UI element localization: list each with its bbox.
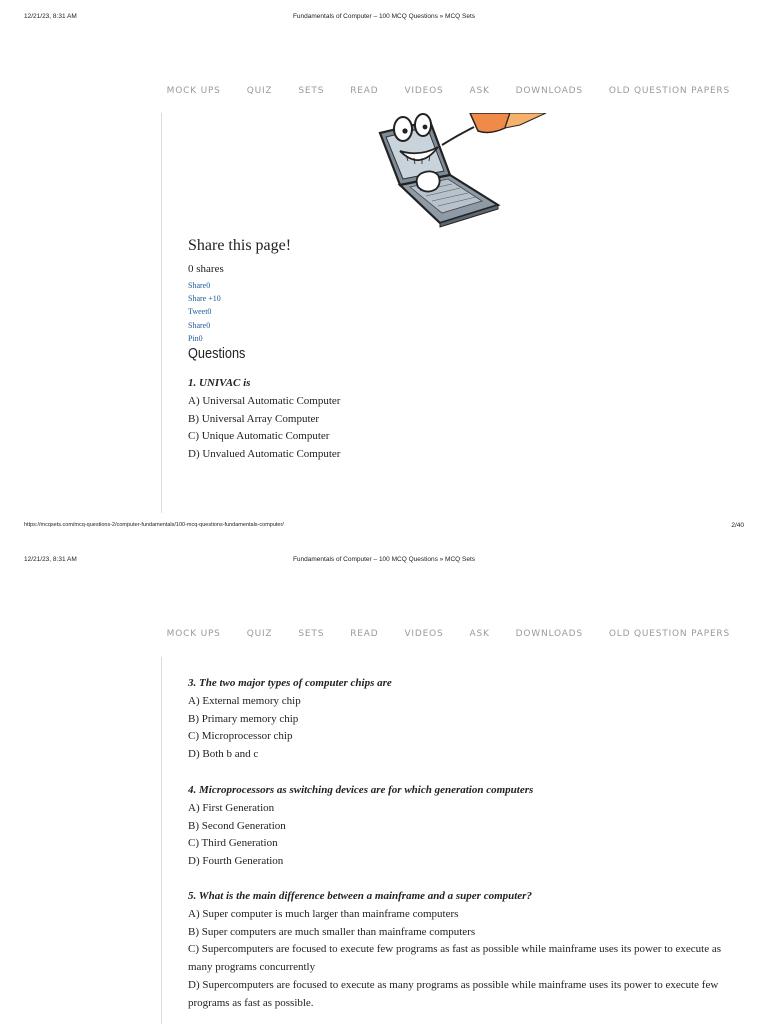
option-b: B) Primary memory chip	[188, 712, 299, 725]
print-page-number: 2/40	[731, 522, 744, 529]
option-d: D) Supercomputers are focused to execute as many programs as possible while mainframe uses its power to execute few programs as fast as possible.	[188, 978, 719, 1009]
nav-item-read[interactable]: READ	[350, 629, 379, 639]
nav-item-old-question-papers[interactable]: OLD QUESTION PAPERS	[608, 629, 730, 639]
option-b: B) Universal Array Computer	[188, 412, 320, 425]
option-b: B) Super computers are much smaller than mainframe computers	[188, 925, 476, 938]
content-divider	[161, 113, 162, 513]
question-text: 1. UNIVAC is	[188, 377, 251, 389]
print-date: 12/21/23, 8:31 AM	[24, 556, 77, 563]
nav-item-sets[interactable]: SETS	[298, 86, 325, 96]
nav-item-downloads[interactable]: DOWNLOADS	[515, 86, 583, 96]
nav-item-downloads[interactable]: DOWNLOADS	[515, 629, 583, 639]
top-nav	[167, 86, 730, 96]
nav-item-ask[interactable]: ASK	[469, 86, 490, 96]
nav-item-quiz[interactable]: QUIZ	[246, 629, 273, 639]
questions-heading: Questions	[188, 345, 246, 362]
nav-item-videos[interactable]: VIDEOS	[404, 629, 444, 639]
question-text: 3. The two major types of computer chips are	[188, 677, 392, 689]
question-1	[188, 375, 748, 464]
option-d: D) Fourth Generation	[188, 855, 284, 868]
content-divider	[161, 657, 162, 1024]
share-title: Share this page!	[188, 237, 292, 254]
option-a: A) First Generation	[188, 801, 275, 814]
question-text: 5. What is the main difference between a mainframe and a super computer?	[188, 890, 532, 902]
option-c: C) Microprocessor chip	[188, 730, 293, 743]
question-3	[188, 675, 748, 764]
share-google-plus-link[interactable]: Share +10	[188, 294, 221, 304]
question-4	[188, 782, 748, 871]
option-b: B) Second Generation	[188, 819, 286, 832]
share-facebook-link[interactable]: Share0	[188, 281, 211, 290]
option-c: C) Third Generation	[188, 837, 278, 850]
nav-item-sets[interactable]: SETS	[298, 629, 325, 639]
option-c: C) Unique Automatic Computer	[188, 430, 330, 443]
print-header	[0, 13, 768, 23]
nav-item-old-question-papers[interactable]: OLD QUESTION PAPERS	[608, 86, 730, 96]
nav-item-quiz[interactable]: QUIZ	[246, 86, 273, 96]
laptop-cartoon-icon	[370, 113, 550, 228]
print-url: https://mcqsets.com/mcq-questions-2/computer-fundamentals/100-mcq-questions-fundamentals-computer/	[24, 522, 284, 528]
share-pinterest-link[interactable]: Pin0	[188, 333, 203, 343]
nav-item-read[interactable]: READ	[350, 86, 379, 96]
print-footer	[0, 522, 768, 532]
print-page-bottom	[0, 543, 768, 1024]
question-5	[188, 888, 748, 1013]
print-date: 12/21/23, 8:31 AM	[24, 13, 77, 20]
top-nav	[167, 629, 730, 639]
share-links	[188, 279, 221, 345]
print-header	[0, 556, 768, 566]
share-count: 0 shares	[188, 263, 224, 275]
share-twitter-link[interactable]: Tweet0	[188, 307, 212, 317]
nav-item-mock-ups[interactable]: MOCK UPS	[166, 86, 221, 96]
question-text: 4. Microprocessors as switching devices are for which generation computers	[188, 784, 534, 796]
option-d: D) Unvalued Automatic Computer	[188, 448, 341, 461]
option-a: A) External memory chip	[188, 694, 301, 707]
option-a: A) Universal Automatic Computer	[188, 394, 341, 407]
nav-item-mock-ups[interactable]: MOCK UPS	[166, 629, 221, 639]
nav-item-videos[interactable]: VIDEOS	[404, 86, 444, 96]
option-a: A) Super computer is much larger than mainframe computers	[188, 907, 459, 920]
nav-item-ask[interactable]: ASK	[469, 629, 490, 639]
option-d: D) Both b and c	[188, 748, 259, 761]
print-title: Fundamentals of Computer – 100 MCQ Questions » MCQ Sets	[292, 13, 476, 20]
option-c: C) Supercomputers are focused to execute few programs as fast as possible while mainframe uses its power to execute as many programs concurrently	[188, 943, 722, 974]
share-linkedin-link[interactable]: Share0	[188, 320, 211, 330]
print-title: Fundamentals of Computer – 100 MCQ Questions » MCQ Sets	[292, 556, 476, 563]
